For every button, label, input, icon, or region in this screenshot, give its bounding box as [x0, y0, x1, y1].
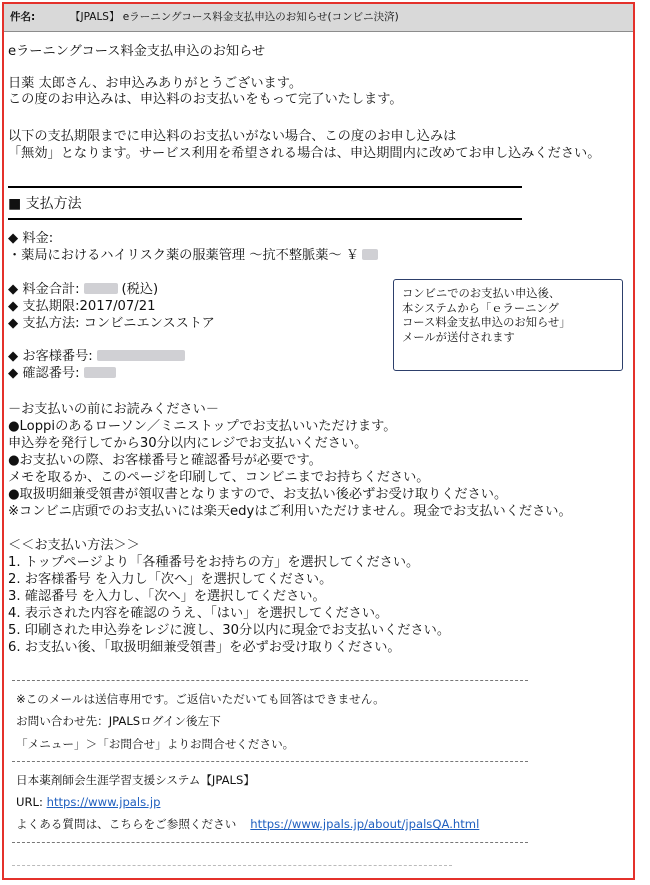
section-rule-top — [8, 186, 522, 188]
footer-divider — [12, 842, 528, 843]
confirm-number-line — [8, 366, 116, 381]
url-line — [16, 795, 160, 809]
total-line — [8, 282, 158, 297]
callout-line: コース料金支払申込のお知らせ」 — [402, 316, 571, 329]
redacted-confirm-number — [84, 367, 116, 378]
deadline-line: ◆ 支払期限:2017/07/21 — [8, 299, 156, 314]
redacted-price — [362, 249, 378, 260]
redacted-total — [84, 283, 118, 294]
greeting-line-2: この度のお申込みは、申込料のお支払いをもって完了いたします。 — [8, 92, 403, 107]
subject-text: 【JPALS】 eラーニングコース料金支払申込のお知らせ(コンビニ決済) — [70, 11, 399, 23]
org-name: 日本薬剤師会生涯学習支援システム【JPALS】 — [16, 773, 255, 787]
pre-read-heading: －お支払いの前にお読みください－ — [8, 402, 219, 417]
fee-item-text: ・薬局におけるハイリスク薬の服薬管理 ～抗不整脈薬～ ￥ — [8, 248, 359, 263]
step-line: 3. 確認番号 を入力し、「次へ」を選択してください。 — [8, 589, 326, 604]
customer-number-line — [8, 349, 185, 364]
email-heading: eラーニングコース料金支払申込のお知らせ — [8, 44, 266, 59]
footer-divider — [12, 680, 528, 681]
step-line: 5. 印刷された申込券をレジに渡し、30分以内に現金でお支払いください。 — [8, 623, 451, 638]
total-label: ◆ 料金合計: — [8, 282, 80, 297]
step-line: 6. お支払い後、「取扱明細兼受領書」を必ずお受け取りください。 — [8, 640, 401, 655]
customer-number-label: ◆ お客様番号: — [8, 349, 93, 364]
step-line: 2. お客様番号 を入力し「次へ」を選択してください。 — [8, 572, 333, 587]
instruction-line: 申込券を発行してから30分以内にレジでお支払いください。 — [8, 436, 368, 451]
annotation-callout — [393, 279, 623, 371]
contact-line-1: お問い合わせ先：JPALSログイン後左下 — [16, 714, 221, 728]
noreply-notice: ※このメールは送信専用です。ご返信いただいても回答はできません。 — [16, 692, 385, 706]
section-rule-bottom — [8, 218, 522, 220]
callout-line: コンビニでのお支払い申込後、 — [402, 287, 561, 300]
email-subject-bar — [4, 4, 633, 32]
howto-heading: ＜＜お支払い方法＞＞ — [8, 538, 140, 553]
faq-url-link[interactable]: https://www.jpals.jp/about/jpalsQA.html — [250, 817, 480, 831]
contact-line-2: 「メニュー」＞「お問合せ」よりお問合せください。 — [16, 737, 295, 751]
fee-label: ◆ 料金: — [8, 231, 54, 246]
jpals-url-link[interactable]: https://www.jpals.jp — [46, 795, 161, 809]
greeting-line-1: 日薬 太郎さん、お申込みありがとうございます。 — [8, 76, 303, 91]
total-suffix: (税込) — [121, 282, 159, 297]
method-line: ◆ 支払方法: コンビニエンスストア — [8, 316, 215, 331]
faq-label: よくある質問は、こちらをご参照ください — [16, 817, 237, 831]
subject-label: 件名: — [10, 11, 36, 23]
instruction-line: ●Loppiのあるローソン／ミニストップでお支払いいただけます。 — [8, 419, 397, 434]
notice-line-1: 以下の支払期限までに申込料のお支払いがない場合、この度のお申し込みは — [8, 129, 457, 144]
instruction-line: ※コンビニ店頭でのお支払いには楽天edyはご利用いただけません。現金でお支払いください。 — [8, 504, 572, 519]
callout-line: 本システムから「ｅラーニング — [402, 301, 559, 315]
instruction-line: ●お支払いの際、お客様番号と確認番号が必要です。 — [8, 453, 322, 468]
footer-divider — [12, 865, 452, 866]
fee-item — [8, 248, 378, 263]
step-line: 1. トップページより「各種番号をお持ちの方」を選択してください。 — [8, 555, 420, 570]
confirm-number-label: ◆ 確認番号: — [8, 366, 80, 381]
section-title: ■ 支払方法 — [8, 196, 82, 212]
redacted-customer-number — [97, 350, 185, 361]
faq-line — [16, 817, 479, 831]
footer-divider — [12, 761, 528, 762]
instruction-line: ●取扱明細兼受領書が領収書となりますので、お支払い後必ずお受け取りください。 — [8, 487, 508, 502]
url-label: URL: — [16, 795, 47, 809]
notice-line-2: 「無効」となります。サービス利用を希望される場合は、申込期間内に改めてお申し込みください。 — [8, 146, 601, 161]
callout-line: メールが送付されます — [402, 330, 515, 344]
step-line: 4. 表示された内容を確認のうえ、「はい」を選択してください。 — [8, 606, 389, 621]
instruction-line: メモを取るか、このページを印刷して、コンビニまでお持ちください。 — [8, 470, 430, 485]
